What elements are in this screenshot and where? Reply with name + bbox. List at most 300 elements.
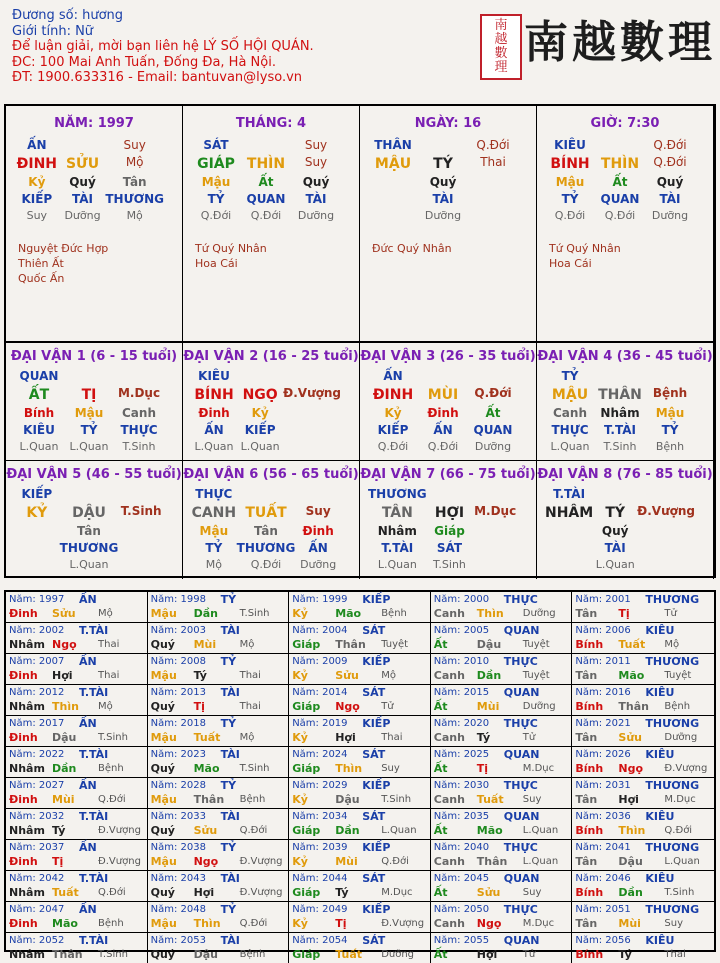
- hidden-stem: Ất: [612, 175, 628, 189]
- year-state: Đ.Vượng: [239, 887, 283, 898]
- spacer: [468, 368, 518, 385]
- year-branch: Hợi: [52, 669, 73, 682]
- year-stem: Nhâm: [9, 948, 45, 961]
- year-state: T.Sinh: [381, 794, 412, 805]
- year-label: Năm: 2049: [292, 904, 348, 915]
- year-stem: Kỷ: [292, 731, 308, 744]
- year-row-bottom: [9, 700, 144, 714]
- pillar-grid: [545, 137, 695, 223]
- year-row-bottom: [9, 731, 144, 745]
- year-row-top: [151, 717, 286, 731]
- hidden-god: TÀI: [72, 192, 94, 206]
- year-row-top: [292, 624, 427, 638]
- year-god: ẤN: [79, 779, 97, 792]
- year-branch: Mùi: [618, 917, 641, 930]
- year-row-top: [9, 903, 144, 917]
- heavenly-stem: ĐINH: [16, 156, 58, 172]
- year-label: Năm: 2020: [433, 718, 490, 729]
- year-state: Q.Đới: [98, 794, 126, 805]
- hidden-state: [472, 557, 518, 572]
- year-cell: [572, 871, 714, 902]
- year-label: Năm: 2003: [150, 625, 206, 636]
- year-stem: Bính: [575, 700, 604, 713]
- year-cell: [6, 623, 148, 654]
- dai-van-state: Đ.Vượng: [283, 386, 341, 400]
- year-row-top: [292, 748, 427, 762]
- year-stem: Mậu: [150, 607, 177, 620]
- year-stem: Giáp: [292, 886, 321, 899]
- year-stem: Bính: [575, 886, 604, 899]
- year-label: Năm: 2056: [575, 935, 631, 946]
- year-row-top: [292, 717, 427, 731]
- year-label: Năm: 2013: [150, 687, 206, 698]
- year-cell: [289, 871, 431, 902]
- year-row-bottom: [151, 762, 286, 776]
- top-god: SÁT: [203, 138, 229, 152]
- year-god: T.TÀI: [79, 624, 109, 637]
- dai-van-grid: [191, 486, 341, 572]
- hidden-state: [118, 557, 164, 572]
- year-row-top: [151, 779, 286, 793]
- year-row-bottom: [292, 824, 427, 838]
- hidden-state: [545, 557, 593, 572]
- hidden-stem: Đinh: [427, 406, 459, 420]
- hidden-state: Q.Đới: [604, 209, 636, 222]
- year-stem: Giáp: [292, 824, 321, 837]
- hidden-god: TÀI: [432, 192, 454, 206]
- hidden-state: Bệnh: [655, 440, 685, 453]
- year-cell: [572, 933, 714, 963]
- dai-van-branch: NGỌ: [242, 387, 278, 403]
- year-branch: Thân: [335, 638, 366, 651]
- year-label: Năm: 2053: [150, 935, 206, 946]
- hidden-state: [637, 557, 695, 572]
- year-branch: Tị: [618, 607, 630, 620]
- year-state: Mộ: [239, 639, 255, 650]
- hidden-god: QUAN: [473, 423, 513, 437]
- year-row-top: [434, 841, 569, 855]
- year-god: QUAN: [503, 934, 540, 947]
- year-row-top: [9, 624, 144, 638]
- year-label: Năm: 2045: [433, 873, 490, 884]
- year-row-top: [434, 810, 569, 824]
- year-god: THƯƠNG: [645, 593, 700, 606]
- hidden-stem: [637, 523, 695, 540]
- year-row-top: [151, 686, 286, 700]
- year-cell: [148, 778, 290, 809]
- year-stem: Tân: [575, 669, 598, 682]
- hidden-stem: [468, 174, 518, 191]
- year-god: QUAN: [503, 748, 540, 761]
- hidden-god: THƯƠNG: [59, 541, 119, 555]
- year-row-bottom: [434, 793, 569, 807]
- year-state: Bệnh: [239, 949, 266, 960]
- year-branch: Tý: [335, 886, 349, 899]
- hidden-god: TÀI: [305, 192, 327, 206]
- year-label: Năm: 2030: [433, 780, 490, 791]
- year-stem: Nhâm: [9, 824, 45, 837]
- year-stem: Tân: [575, 917, 598, 930]
- year-cell: [431, 716, 573, 747]
- year-label: Năm: 2024: [292, 749, 348, 760]
- hidden-state: L.Quan: [240, 440, 280, 453]
- year-state: Bệnh: [239, 794, 266, 805]
- year-cell: [572, 623, 714, 654]
- year-row-top: [9, 934, 144, 948]
- year-god: SÁT: [362, 934, 386, 947]
- year-row-bottom: [575, 669, 711, 683]
- star-name: Thiên Ất: [18, 257, 64, 270]
- year-row-bottom: [575, 886, 711, 900]
- year-row-bottom: [292, 762, 427, 776]
- hidden-god: [118, 540, 164, 557]
- year-row-bottom: [292, 638, 427, 652]
- hidden-stem: Mậu: [655, 406, 685, 420]
- year-cell: [289, 654, 431, 685]
- spacer: [241, 137, 291, 154]
- year-god: QUAN: [503, 872, 540, 885]
- year-branch: Tuất: [476, 793, 504, 806]
- dai-van-title: ĐẠI VẬN 8 (76 - 85 tuổi): [537, 467, 713, 482]
- hidden-god: [637, 540, 695, 557]
- year-branch: Ngọ: [476, 917, 502, 930]
- hidden-stem: [545, 523, 593, 540]
- dai-van-state: Bệnh: [652, 386, 688, 400]
- year-state: Đ.Vượng: [664, 763, 708, 774]
- dai-van-4: [537, 343, 714, 461]
- dai-van-stem: NHÂM: [545, 505, 594, 521]
- year-god: SÁT: [362, 748, 386, 761]
- hidden-stem: [118, 523, 164, 540]
- year-state: T.Sinh: [664, 887, 695, 898]
- year-state: Q.Đới: [239, 825, 268, 836]
- year-row-bottom: [575, 731, 711, 745]
- heavenly-stem: BÍNH: [550, 156, 590, 172]
- hidden-state: Suy: [26, 209, 48, 222]
- year-state: Tuyệt: [522, 639, 550, 650]
- hidden-stem: Tân: [122, 175, 147, 189]
- year-row-top: [292, 779, 427, 793]
- year-branch: Thìn: [335, 762, 363, 775]
- hidden-stem: [368, 174, 418, 191]
- year-god: KIÊU: [645, 748, 675, 761]
- year-stem: Bính: [575, 762, 604, 775]
- year-row-top: [9, 872, 144, 886]
- year-state: Thai: [664, 949, 686, 960]
- year-branch: Sửu: [335, 669, 359, 682]
- year-state: Thai: [381, 732, 403, 743]
- year-cell: [6, 871, 148, 902]
- dai-van-branch: TUẤT: [245, 505, 287, 521]
- year-god: THỰC: [503, 655, 538, 668]
- year-cell: [572, 716, 714, 747]
- hidden-god: THỰC: [551, 423, 589, 437]
- star-list: [195, 241, 359, 271]
- year-state: Đ.Vượng: [98, 856, 141, 867]
- year-label: Năm: 2029: [292, 780, 348, 791]
- star-name: Quốc Ấn: [18, 272, 65, 285]
- year-row-top: [292, 686, 427, 700]
- hidden-state: Q.Đới: [427, 440, 459, 453]
- hidden-god: KIẾP: [21, 192, 53, 206]
- year-branch: Dậu: [193, 948, 218, 961]
- year-cell: [572, 809, 714, 840]
- year-stem: Kỷ: [292, 917, 308, 930]
- year-god: TÀI: [220, 810, 240, 823]
- year-row-top: [575, 624, 711, 638]
- year-row-top: [575, 903, 711, 917]
- year-god: ẤN: [79, 593, 97, 606]
- year-god: THỰC: [503, 903, 538, 916]
- year-row-bottom: [575, 793, 711, 807]
- dai-van-god: T.TÀI: [553, 487, 586, 501]
- year-state: Q.Đới: [239, 918, 268, 929]
- hidden-stem: Mậu: [74, 406, 104, 420]
- year-god: ẤN: [79, 655, 97, 668]
- year-god: KIẾP: [362, 655, 391, 668]
- year-state: Dưỡng: [522, 701, 556, 712]
- pillar-grid: [368, 137, 518, 223]
- hidden-state: Dưỡng: [297, 209, 335, 222]
- year-row-bottom: [9, 886, 144, 900]
- branch-state: Q.Đới: [653, 155, 687, 169]
- year-state: Mộ: [664, 639, 680, 650]
- year-state: L.Quan: [381, 825, 417, 836]
- year-god: THỰC: [503, 779, 538, 792]
- year-stem: Giáp: [292, 638, 321, 651]
- hidden-stem: Tân: [254, 524, 278, 538]
- year-row-top: [575, 934, 711, 948]
- year-branch: Mùi: [52, 793, 75, 806]
- year-row-bottom: [9, 793, 144, 807]
- hidden-god: [368, 191, 418, 208]
- year-row-top: [292, 593, 427, 607]
- year-branch: Mùi: [476, 700, 500, 713]
- hidden-god: TÀI: [604, 541, 626, 555]
- year-branch: Hợi: [618, 793, 639, 806]
- year-row-bottom: [434, 700, 569, 714]
- year-god: TÀI: [220, 624, 240, 637]
- hidden-state: Mộ: [126, 209, 143, 222]
- dai-van-stem: CANH: [191, 505, 237, 521]
- year-stem: Kỷ: [292, 793, 308, 806]
- dai-van-8: [537, 461, 714, 579]
- year-god: THƯƠNG: [645, 717, 700, 730]
- year-row-bottom: [575, 917, 711, 931]
- year-label: Năm: 2033: [150, 811, 206, 822]
- year-cell: [289, 592, 431, 623]
- year-row-bottom: [151, 886, 286, 900]
- year-cell: [6, 902, 148, 933]
- year-branch: Hợi: [476, 948, 498, 961]
- year-stem: Bính: [575, 948, 604, 961]
- year-branch: Thân: [618, 700, 649, 713]
- year-label: Năm: 2021: [575, 718, 631, 729]
- year-branch: Tuất: [618, 638, 646, 651]
- year-cell: [431, 809, 573, 840]
- year-branch: Tị: [335, 917, 347, 930]
- hidden-god: ẤN: [433, 423, 453, 437]
- year-row-bottom: [434, 917, 569, 931]
- hidden-stem: Quý: [302, 175, 330, 189]
- year-cell: [431, 623, 573, 654]
- annual-luck-table: [4, 590, 716, 961]
- year-cell: [289, 902, 431, 933]
- hidden-state: L.Quan: [377, 558, 417, 571]
- year-state: L.Quan: [522, 856, 559, 867]
- year-label: Năm: 2007: [9, 656, 65, 667]
- year-branch: Mùi: [335, 855, 358, 868]
- year-state: Thai: [98, 670, 120, 681]
- dai-van-stem: BÍNH: [194, 387, 234, 403]
- year-row-top: [575, 841, 711, 855]
- year-branch: Hợi: [193, 886, 215, 899]
- year-label: Năm: 2011: [575, 656, 631, 667]
- hidden-god: THƯƠNG: [105, 192, 164, 206]
- year-branch: Tý: [476, 731, 491, 744]
- hidden-god: THỰC: [120, 423, 158, 437]
- dai-van-stem: TÂN: [381, 505, 413, 521]
- hidden-stem: Mậu: [201, 175, 231, 189]
- year-row-bottom: [434, 638, 569, 652]
- year-branch: Ngọ: [193, 855, 219, 868]
- spacer: [595, 368, 645, 385]
- year-cell: [431, 902, 573, 933]
- hidden-state: L.Quan: [595, 558, 635, 571]
- top-state: Suy: [123, 138, 146, 152]
- pillar-title: GIỜ: 7:30: [590, 116, 660, 131]
- star-name: Tứ Quý Nhân: [195, 242, 267, 255]
- year-row-top: [151, 593, 286, 607]
- dai-van-branch: HỢI: [434, 505, 465, 521]
- year-label: Năm: 2038: [150, 842, 206, 853]
- year-label: Năm: 2010: [433, 656, 490, 667]
- year-branch: Ngọ: [335, 700, 360, 713]
- year-stem: Mậu: [150, 793, 177, 806]
- year-stem: Canh: [433, 607, 465, 620]
- year-god: KIẾP: [362, 903, 391, 916]
- year-cell: [289, 747, 431, 778]
- year-branch: Mão: [618, 669, 645, 682]
- hidden-state: T.Sinh: [433, 558, 466, 571]
- year-row-bottom: [151, 700, 286, 714]
- year-cell: [431, 871, 573, 902]
- year-row-top: [434, 779, 569, 793]
- year-cell: [431, 654, 573, 685]
- dai-van-stem: KỶ: [26, 505, 48, 521]
- year-god: TỶ: [220, 717, 237, 730]
- hidden-god: [545, 540, 593, 557]
- year-row-bottom: [151, 824, 286, 838]
- year-god: THỰC: [503, 593, 538, 606]
- hidden-stem: [14, 523, 60, 540]
- year-row-bottom: [151, 731, 286, 745]
- hidden-stem: Mậu: [199, 524, 229, 538]
- pillar-4: [537, 106, 714, 343]
- year-row-bottom: [434, 855, 569, 869]
- year-cell: [289, 716, 431, 747]
- year-state: Thai: [239, 701, 261, 712]
- year-god: T.TÀI: [79, 686, 109, 699]
- year-row-bottom: [575, 638, 711, 652]
- year-branch: Dần: [476, 669, 502, 682]
- year-stem: Đinh: [9, 669, 38, 682]
- year-label: Năm: 2040: [433, 842, 490, 853]
- four-pillars-chart: [4, 104, 716, 578]
- hidden-state: Dưỡng: [474, 440, 512, 453]
- branch-state: Thai: [480, 155, 506, 169]
- year-state: M.Dục: [522, 763, 555, 774]
- year-god: T.TÀI: [79, 934, 109, 947]
- year-row-top: [434, 934, 569, 948]
- year-row-bottom: [151, 607, 286, 621]
- hidden-god: TỶ: [661, 423, 679, 437]
- year-label: Năm: 2015: [433, 687, 490, 698]
- year-god: SÁT: [362, 810, 386, 823]
- year-row-bottom: [9, 762, 144, 776]
- year-state: Dưỡng: [381, 949, 415, 960]
- year-state: Bệnh: [98, 918, 124, 929]
- year-row-top: [575, 748, 711, 762]
- pillar-2: [183, 106, 360, 343]
- year-branch: Thìn: [193, 917, 221, 930]
- year-branch: Tị: [52, 855, 64, 868]
- year-row-top: [434, 903, 569, 917]
- hidden-stem: Quý: [656, 175, 684, 189]
- year-stem: Canh: [433, 917, 465, 930]
- year-state: Tuyệt: [381, 639, 409, 650]
- year-stem: Giáp: [292, 762, 321, 775]
- hidden-state: Q.Đới: [554, 209, 586, 222]
- year-label: Năm: 2000: [433, 594, 490, 605]
- year-branch: Tý: [52, 824, 66, 837]
- earthly-branch: SỬU: [65, 156, 100, 172]
- top-god: KIÊU: [554, 138, 586, 152]
- hidden-god: THƯƠNG: [236, 541, 296, 555]
- year-stem: Kỷ: [292, 669, 308, 682]
- year-row-top: [575, 655, 711, 669]
- year-branch: Tị: [476, 762, 489, 775]
- year-god: KIẾP: [362, 593, 391, 606]
- dai-van-branch: THÂN: [598, 387, 642, 403]
- hidden-god: SÁT: [436, 541, 463, 555]
- hidden-state: [368, 208, 418, 223]
- pillar-title: NGÀY: 16: [414, 116, 482, 131]
- year-god: TỶ: [220, 903, 237, 916]
- year-label: Năm: 2019: [292, 718, 348, 729]
- dai-van-title: ĐẠI VẬN 2 (16 - 25 tuổi): [183, 349, 359, 364]
- year-cell: [289, 778, 431, 809]
- year-row-top: [575, 686, 711, 700]
- year-god: TÀI: [220, 934, 240, 947]
- star-name: Hoa Cái: [195, 257, 238, 270]
- hidden-state: L.Quan: [194, 440, 234, 453]
- year-cell: [289, 809, 431, 840]
- year-row-bottom: [292, 669, 427, 683]
- hidden-god: [283, 422, 341, 439]
- year-stem: Quý: [150, 700, 175, 713]
- dai-van-grid: [545, 368, 695, 454]
- year-label: Năm: 2048: [150, 904, 206, 915]
- year-state: L.Quan: [664, 856, 700, 867]
- year-god: TỶ: [220, 779, 237, 792]
- year-state: Mộ: [239, 732, 255, 743]
- year-stem: Đinh: [9, 793, 38, 806]
- dai-van-god: QUAN: [19, 369, 59, 383]
- year-row-top: [9, 593, 144, 607]
- year-stem: Tân: [575, 793, 598, 806]
- year-cell: [6, 747, 148, 778]
